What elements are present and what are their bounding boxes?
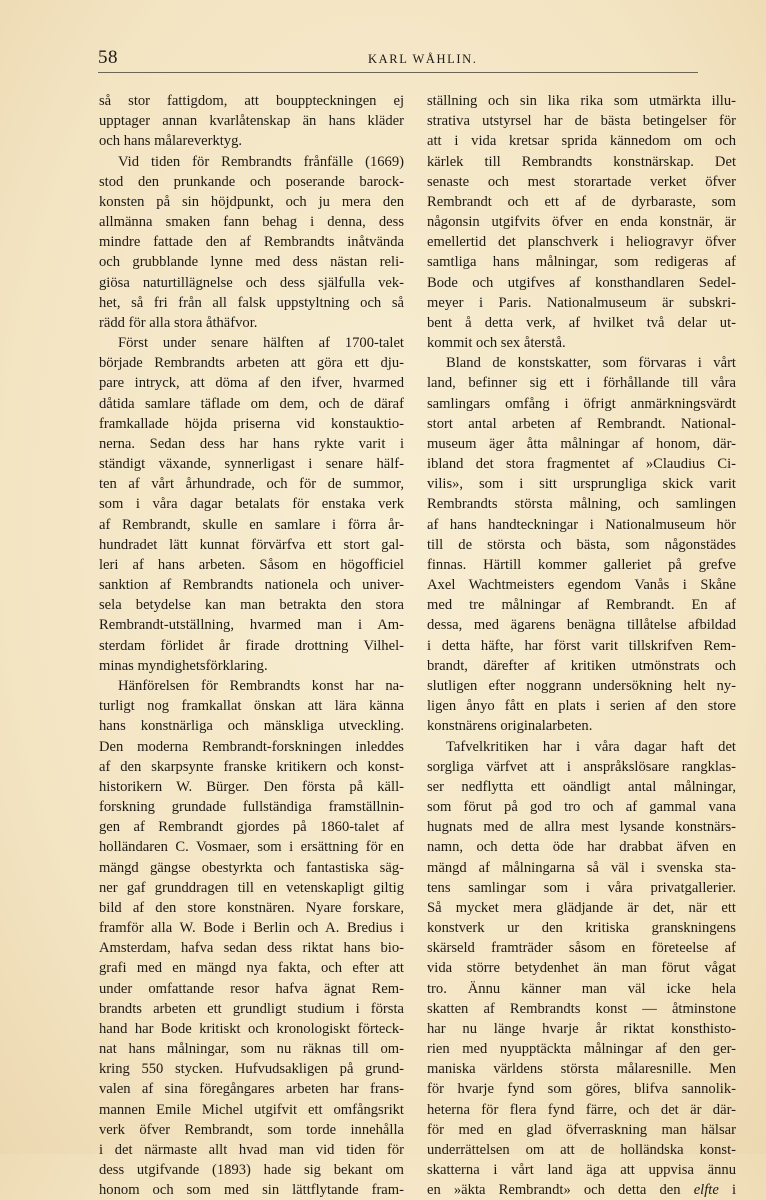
text-line-content: sorgliga värfvet att i anspråkslösare rangklas- xyxy=(427,758,736,775)
text-line xyxy=(427,737,736,757)
text-line xyxy=(427,434,736,454)
text-line-content: framför alla W. Bode i Berlin och A. Bredius i xyxy=(99,920,404,937)
text-line-content: namn, och detta öde har drabbat äfven en xyxy=(427,839,736,856)
text-line xyxy=(427,555,736,575)
text-line-content: brandts arbeten ett grundligt studium i första xyxy=(99,1000,404,1017)
text-line xyxy=(427,1079,736,1099)
text-line xyxy=(427,575,736,595)
text-line-content: i det närmaste allt hvad man vid tiden för xyxy=(99,1141,404,1158)
text-line-content: grafi med en mängd nya fakta, och efter att xyxy=(99,960,404,977)
text-line-content: hundradet lätt kunnat förvärfva ett stort gal- xyxy=(99,536,404,553)
text-line-content: kommit och sex återstå. xyxy=(427,335,566,352)
text-line-content: emellertid det planschverk i heliogravyr öfver xyxy=(427,234,736,251)
text-line xyxy=(99,212,404,232)
text-line xyxy=(427,837,736,857)
text-line-content: strativa utstyrsel har de bästa betingelser för xyxy=(427,113,736,130)
text-line-content: ner gaf grunddragen till en vetenskapligt giltig xyxy=(99,879,404,896)
text-line xyxy=(99,1039,404,1059)
text-line-content: forskning grundade fullständiga framställnin- xyxy=(99,799,404,816)
text-line xyxy=(427,1039,736,1059)
text-line xyxy=(99,152,404,172)
text-line-content: konsten på sin höjdpunkt, och ju mera den xyxy=(99,193,404,210)
text-line xyxy=(99,353,404,373)
text-line-content: senaste och mest storartade verket öfver xyxy=(427,173,736,190)
text-line xyxy=(99,273,404,293)
text-line xyxy=(427,696,736,716)
text-line-content: museum äger åtta målningar af honom, där- xyxy=(427,435,736,452)
text-line-content: valen af sina föregångares arbeten har frans- xyxy=(99,1081,404,1098)
text-line xyxy=(427,1019,736,1039)
text-line xyxy=(427,1180,736,1200)
page-number: 58 xyxy=(98,47,118,68)
text-line-content: turligt nog framkallat önskan att lära känna xyxy=(99,698,404,715)
text-line-content: Den moderna Rembrandt-forskningen inleddes xyxy=(99,738,404,755)
text-line xyxy=(427,797,736,817)
text-line-content: tro. Ännu känner man väl icke hela xyxy=(427,980,736,997)
text-line-content: kring 550 stycken. Hufvudsakligen på grund- xyxy=(99,1061,404,1078)
text-line xyxy=(99,858,404,878)
text-line-content: hans konstnärliga och mänskliga utveckling. xyxy=(99,718,404,735)
text-line xyxy=(427,252,736,272)
text-line-content: upptager annan kvarlåtenskap än hans kläder xyxy=(99,113,404,130)
text-line-content: och hans målareverktyg. xyxy=(99,133,243,150)
text-line xyxy=(427,474,736,494)
text-line-content: vida större betydenhet än man förut vågat xyxy=(427,960,736,977)
text-line-content: Först under senare hälften af 1700-talet xyxy=(118,335,404,352)
text-line-content: Rembrandt och ett af de dyrbaraste, som xyxy=(427,193,736,210)
text-line xyxy=(427,878,736,898)
text-line xyxy=(427,333,736,353)
text-line-content: började Rembrandts arbeten att göra ett dju- xyxy=(99,355,404,372)
text-line xyxy=(427,817,736,837)
text-line xyxy=(99,938,404,958)
text-line xyxy=(427,192,736,212)
text-line-content: som förut på god tro och af gammal vana xyxy=(427,799,736,816)
text-line-content: med tre målningar af Rembrandt. En af xyxy=(427,597,736,614)
right-text-column xyxy=(427,91,736,1200)
page-header xyxy=(98,42,698,74)
text-line xyxy=(427,494,736,514)
text-line-content: bild af den store konstnären. Nyare forskare, xyxy=(99,899,404,916)
text-line-content: Rembrandt-utställning, hvarmed man i Am- xyxy=(99,617,404,634)
text-line-content: dåtida samlare täflade om dem, och de däraf xyxy=(99,395,404,412)
text-line xyxy=(427,595,736,615)
text-line xyxy=(427,1160,736,1180)
text-line xyxy=(427,757,736,777)
text-line-content: allmänna smaken fann behag i denna, dess xyxy=(99,214,404,231)
text-line-content: att i vida kretsar sprida kännedom om och xyxy=(427,133,736,150)
header-rule-divider xyxy=(98,72,698,73)
text-line xyxy=(99,999,404,1019)
text-line-content: historikern W. Bürger. Den första på käll- xyxy=(99,778,404,795)
text-line xyxy=(427,172,736,192)
text-line xyxy=(427,938,736,958)
text-line xyxy=(99,837,404,857)
text-line xyxy=(99,555,404,575)
text-line-content: brandt, därefter af kritiken utmönstrats och xyxy=(427,657,736,674)
left-text-column xyxy=(99,91,404,1200)
text-line xyxy=(427,414,736,434)
text-line xyxy=(427,1140,736,1160)
text-line xyxy=(99,1059,404,1079)
text-line xyxy=(99,696,404,716)
text-line-content: en »äkta Rembrandt» och detta den elfte i xyxy=(427,1182,736,1199)
running-head-author: KARL WÅHLIN. xyxy=(368,52,478,66)
text-line xyxy=(427,656,736,676)
text-line-content: het, så fri från all falsk uppstyltning och så xyxy=(99,294,404,311)
text-line-content: tens samlingar som i våra privatgallerier. xyxy=(427,879,736,896)
text-line-content: af den skarpsynte franske kritikern och konst- xyxy=(99,758,404,775)
text-line-content: nerna. Sedan dess har hans rykte varit i xyxy=(99,435,404,452)
text-line-content: ten af vårt århundrade, och för de summor, xyxy=(99,476,404,493)
text-line xyxy=(99,1160,404,1180)
text-line-content: i detta häfte, har först varit tillskrifven Rem- xyxy=(427,637,736,654)
text-line-content: mängd gängse obestyrkta och fantastiska säg- xyxy=(99,859,404,876)
text-line xyxy=(427,131,736,151)
text-line xyxy=(427,676,736,696)
text-line-content: rädd för alla stora åthäfvor. xyxy=(99,314,258,331)
text-line xyxy=(99,716,404,736)
text-line xyxy=(427,91,736,111)
text-line xyxy=(99,454,404,474)
text-line xyxy=(427,979,736,999)
text-line xyxy=(99,656,404,676)
text-line-content: stod den prunkande och poserande barock- xyxy=(99,173,404,190)
text-line xyxy=(99,373,404,393)
text-line-content: ställning och sin lika rika som utmärkta illu- xyxy=(427,93,736,109)
text-line xyxy=(99,777,404,797)
text-line-content: skärseld framträder såsom en företeelse af xyxy=(427,940,736,957)
text-line-content: mindre fattade den af Rembrandts inåtvända xyxy=(99,234,404,251)
text-line xyxy=(99,131,404,151)
text-line xyxy=(99,1180,404,1200)
text-line-content: nat hans målningar, som nu räknas till om- xyxy=(99,1041,404,1058)
text-line-content: minas myndighetsförklaring. xyxy=(99,657,268,674)
text-line xyxy=(427,111,736,131)
text-line-content: ligen ånyo fått en plats i serien af den store xyxy=(427,698,736,715)
text-line xyxy=(99,636,404,656)
text-line-content: Amsterdam, hafva sedan dess riktat hans bio- xyxy=(99,940,404,957)
text-line xyxy=(427,454,736,474)
text-line-content: gen af Rembrandt gjordes på 1860-talet af xyxy=(99,819,404,836)
text-line xyxy=(427,515,736,535)
text-line xyxy=(99,494,404,514)
text-line xyxy=(99,313,404,333)
text-line xyxy=(99,434,404,454)
text-line-content: skatten af Rembrandts konst — åtminstone xyxy=(427,1000,736,1017)
text-line-content: ständigt växande, synnerligast i senare hälf- xyxy=(99,456,404,473)
text-line xyxy=(427,273,736,293)
text-line-content: och grubblande lynne med dess nästan reli- xyxy=(99,254,404,271)
text-line xyxy=(427,918,736,938)
italic-word: elfte xyxy=(693,1182,719,1199)
text-line-content: Bland de konstskatter, som förvaras i vårt xyxy=(446,355,736,372)
text-line xyxy=(99,111,404,131)
text-line-content: holländaren C. Vosmaer, som i ersättning för en xyxy=(99,839,404,856)
text-line-content: maniska världens största målaresnille. Men xyxy=(427,1061,736,1078)
text-line xyxy=(99,595,404,615)
text-line xyxy=(99,1019,404,1039)
text-line xyxy=(427,898,736,918)
text-line-content: framkallade höjda priserna vid konstauktio- xyxy=(99,415,404,432)
text-line xyxy=(427,394,736,414)
text-line xyxy=(427,999,736,1019)
text-line-content: till de största och bästa, som någonstädes xyxy=(427,536,736,553)
text-line xyxy=(99,333,404,353)
text-line-content: Axel Wachtmeisters egendom Vanås i Skåne xyxy=(427,577,736,594)
text-line-content: rien med nyupptäckta målningar af den ger- xyxy=(427,1041,736,1058)
text-line xyxy=(99,918,404,938)
text-line xyxy=(427,313,736,333)
text-line-content: som i våra dagar betalats för enstaka verk xyxy=(99,496,404,513)
text-line-content: giösa naturtillägnelse och dess själfulla vek- xyxy=(99,274,404,291)
text-line-content: hand har Bode kritiskt och kronologiskt förteck- xyxy=(99,1020,404,1037)
text-line xyxy=(427,777,736,797)
text-line xyxy=(99,232,404,252)
text-line-content: ibland det stora fragmentet af »Claudius Ci- xyxy=(427,456,736,473)
text-line xyxy=(427,958,736,978)
text-line-content: leri af hans arbeten. Såsom en högofficiel xyxy=(99,556,404,573)
text-line xyxy=(427,858,736,878)
text-line xyxy=(427,716,736,736)
text-line xyxy=(427,1059,736,1079)
text-line-content: bent å detta verk, af hvilket två delar ut- xyxy=(427,314,736,331)
text-line xyxy=(99,797,404,817)
text-line-content: kärlek till Rembrandts konstnärskap. Det xyxy=(427,153,736,170)
text-line-content: mannen Emile Michel utgifvit ett omfångsrikt xyxy=(99,1101,404,1118)
text-line xyxy=(99,676,404,696)
text-line-content: Rembrandts största målning, och samlingen xyxy=(427,496,736,513)
text-line-content: Hänförelsen för Rembrandts konst har na- xyxy=(118,677,404,694)
text-line xyxy=(99,737,404,757)
text-line-content: så stor fattigdom, att bouppteckningen ej xyxy=(99,93,404,109)
text-line xyxy=(99,575,404,595)
text-line-content: slutligen efter noggrann undersökning helt ny- xyxy=(427,677,736,694)
text-line xyxy=(99,394,404,414)
text-line xyxy=(99,1100,404,1120)
text-line xyxy=(99,958,404,978)
text-line-content: af Rembrandt, skulle en samlare i förra år- xyxy=(99,516,404,533)
text-line xyxy=(99,474,404,494)
text-line xyxy=(99,192,404,212)
text-line xyxy=(99,172,404,192)
text-line xyxy=(99,817,404,837)
text-line xyxy=(427,212,736,232)
text-line-content: Tafvelkritiken har i våra dagar haft det xyxy=(446,738,736,755)
text-line-content: meyer i Paris. Nationalmuseum är subskri- xyxy=(427,294,736,311)
text-line-content: verk öfver Rembrandt, som torde innehålla xyxy=(99,1121,404,1138)
text-line-content: konstverk ur den kritiska granskningens xyxy=(427,920,736,937)
text-line-content: stort antal arbeten af Rembrandt. National- xyxy=(427,415,736,432)
text-line-content: honom och som med sin lättflytande fram- xyxy=(99,1182,404,1199)
text-line-content: konstnärens originalarbeten. xyxy=(427,718,593,735)
text-line-content: samlingars omfång i öfrigt anmärkningsvärdt xyxy=(427,395,736,412)
text-line xyxy=(99,757,404,777)
text-line xyxy=(99,1140,404,1160)
text-line-content: finnas. Härtill kommer galleriet på grefve xyxy=(427,556,736,573)
text-line-content: sela betydelse kan man betrakta den stora xyxy=(99,597,404,614)
text-line xyxy=(427,636,736,656)
text-line xyxy=(99,91,404,111)
text-line-content: för hvarje fynd som göres, blifva sannolik- xyxy=(427,1081,736,1098)
text-line xyxy=(99,979,404,999)
text-line xyxy=(427,1100,736,1120)
text-line xyxy=(99,1079,404,1099)
text-line-content: dess utgifvande (1893) hade sig bekant om xyxy=(99,1162,404,1179)
text-line xyxy=(427,232,736,252)
text-line xyxy=(427,615,736,635)
text-line xyxy=(99,414,404,434)
text-line-content: pare intryck, att döma af den ifver, hvarmed xyxy=(99,375,404,392)
text-line-content: har nu länge hvarje år riktat konsthisto- xyxy=(427,1020,736,1037)
text-line-content: för med en glad öfverraskning man hälsar xyxy=(427,1121,736,1138)
text-line-content: Bode och utgifves af konsthandlaren Sedel- xyxy=(427,274,736,291)
text-line-content: sanktion af Rembrandts nationela och univer- xyxy=(99,577,404,594)
text-line-content: samtliga hans målningar, som redigeras af xyxy=(427,254,736,271)
text-line-content: vilis», som i sitt ursprungliga skick varit xyxy=(427,476,736,493)
text-line xyxy=(427,1120,736,1140)
text-line-content: Så mycket mera glädjande är det, när ett xyxy=(427,899,736,916)
text-line xyxy=(99,293,404,313)
text-line xyxy=(99,615,404,635)
text-line-content: underrättelsen om att de holländska konst- xyxy=(427,1141,736,1158)
text-line-content: ser nedflytta ett oändligt antal målningar, xyxy=(427,778,736,795)
text-line-content: af hans handteckningar i Nationalmuseum hör xyxy=(427,516,736,533)
text-line xyxy=(99,535,404,555)
text-line xyxy=(427,293,736,313)
text-line-content: heterna för flera fynd färre, och det är där- xyxy=(427,1101,736,1118)
text-line-content: någonsin utgifvits öfver en enda konstnär, är xyxy=(427,214,736,231)
text-line xyxy=(427,373,736,393)
text-line-content: dessa, med ägarens benägna tillåtelse afbildad xyxy=(427,617,736,634)
text-line-content: hugnats med de allra mest lysande konstnärs- xyxy=(427,819,736,836)
text-line-content: skatterna i vårt land äga att uppvisa ännu xyxy=(427,1162,736,1179)
text-line xyxy=(427,535,736,555)
text-line xyxy=(99,898,404,918)
text-line xyxy=(427,353,736,373)
text-line xyxy=(99,1120,404,1140)
text-line xyxy=(427,152,736,172)
text-line xyxy=(99,515,404,535)
text-line xyxy=(99,878,404,898)
text-line-content: Vid tiden för Rembrandts frånfälle (1669) xyxy=(118,153,404,170)
text-line-content: sterdam förlidet år firade drottning Vilhel- xyxy=(99,637,404,654)
text-line xyxy=(99,252,404,272)
text-line-content: mängd af målningarna så väl i svenska sta- xyxy=(427,859,736,876)
text-line-content: land, befinner sig ett i förhållande till våra xyxy=(427,375,736,392)
text-line-content: under omfattande resor hafva ägnat Rem- xyxy=(99,980,404,997)
